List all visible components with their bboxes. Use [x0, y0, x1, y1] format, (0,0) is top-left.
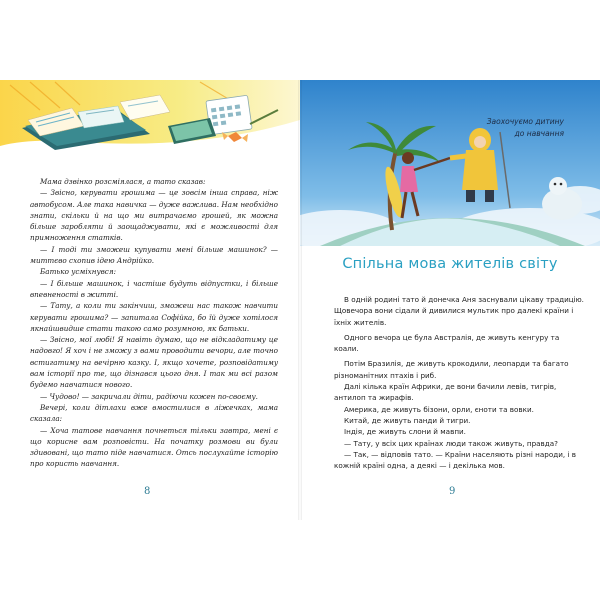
paragraph: — Звісно, мої любі! Я навіть думаю, що не відкладатиму це надовго! Я хоч і не зможу з вами проводити вечори, але точно встигатиму на вечірню казку. І, якщо хочете, розповідатиму вам історії про те, що дізнався цього дня. І так ми всі разом будемо навчатися нового. — [30, 335, 278, 390]
paragraph: Далі кілька країн Африки, де вони бачили левів, тигрів, антилоп та жирафів. — [334, 382, 557, 403]
left-story-text — [30, 176, 278, 470]
paragraph: — Так, — відповів тато. — Країни населяють різні народи, і в кожній країні одна, а деякі — і декілька мов. — [334, 449, 576, 471]
paragraph: Батько усміхнувся: — [40, 267, 116, 277]
paragraph: — Тату, а коли ти закінчиш, зможеш нас також навчити керувати грошима? — запитала Софійка, бо їй дуже хотілося якнайшвидше стати такою само розумною, як батьки. — [30, 301, 278, 333]
paragraph: — Звісно, керувати грошима — це зовсім інша справа, ніж автобусом. Але така навичка — дуже важлива. Нам необхідно знати, скільки й на що ми витрачаємо грошей, як можна більше заробляти й заощаджувати, які є можливості для примноження статків. — [30, 188, 278, 243]
book-gutter — [298, 80, 302, 520]
paragraph: — І тоді ти зможеш купувати мені більше машинок? — миттєво схопив ідею Андрійко. — [30, 244, 278, 266]
paragraph: Китай, де живуть панди й тигри. — [344, 415, 471, 425]
page-number-right: 9 — [449, 486, 456, 497]
paragraph: В одній родині тато й донечка Аня заснували цікаву традицію. Щовечора вони сідали й дивилися мультик про далекі країни і їхніх жителів. — [334, 295, 584, 327]
right-story-text — [334, 294, 586, 471]
paragraph: Вечері, коли дітлахи вже вмостилися в ліжечках, мама сказала: — [30, 402, 278, 424]
right-page — [300, 80, 600, 520]
desk-papers-illustration — [0, 80, 300, 155]
promo-line: Заохочуємо дитину — [486, 117, 564, 126]
chapter-promo-label — [487, 116, 564, 140]
promo-line: до навчання — [514, 129, 564, 138]
paragraph: Америка, де живуть бізони, орли, єноти та вовки. — [344, 404, 534, 414]
paragraph: — І більше машинок, і частіше будуть відпустки, і більше впевненості в житті. — [30, 278, 278, 299]
page-number-left: 8 — [144, 486, 151, 497]
chapter-title: Спільна мова жителів світу — [342, 256, 558, 272]
left-page — [0, 80, 300, 520]
paragraph: — Тату, у всіх цих країнах люди також живуть, правда? — [344, 438, 558, 448]
paragraph: — Чудово! — закричали діти, радіючи кожен по-своєму. — [40, 391, 258, 401]
paragraph: Потім Бразилія, де живуть крокодили, леопарди та багато різноманітних птахів і риб. — [334, 359, 569, 380]
book-spread — [0, 80, 600, 520]
paragraph: Мама дзвінко розсміялася, а тато сказав: — [40, 177, 206, 186]
globe-kids-illustration — [300, 80, 600, 246]
paragraph: — Хоча татове навчання почнеться тільки завтра, мені є що корисне вам розповісти. На початку розмови ви були здивовані, що тато піде навчатися. Отсь послухайте історію про користь навчання. — [30, 425, 278, 469]
paragraph: Одного вечора це була Австралія, де живуть кенгуру та коали. — [334, 332, 560, 354]
paragraph: Індія, де живуть слони й мавпи. — [344, 427, 466, 437]
